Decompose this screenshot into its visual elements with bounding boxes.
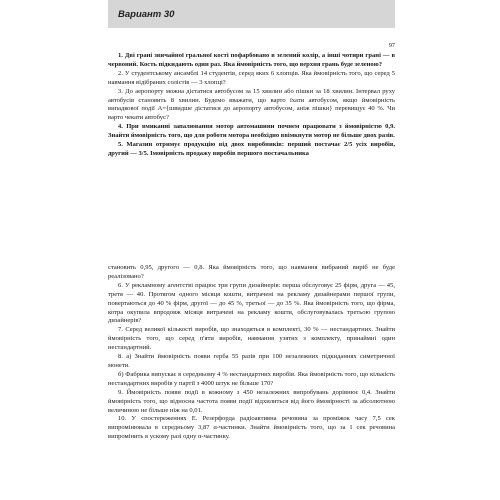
page-top xyxy=(108,42,395,159)
problem-7: 7. Серед великої кількості виробів, що знаходяться в комплекті, 30 % — нестандартних. Знайти ймовірність того, що серед п'яти виробів, навмання узятих з комплекту, принаймні один нестандартний. xyxy=(108,326,395,352)
variant-header-bar xyxy=(108,0,395,28)
problem-3: 3. До аеропорту можна дістатися автобусом за 15 хвилин або пішки за 18 хвилин. Інтервал руху автобусів становить 8 хвилин. Будемо вважати, що варто їхати автобусом, якщо ймовірність випадкової події A={швидше дістатися до аеропорту автобусом, аніж пішки} перевищує 40 %. Чи варто чекати автобус? xyxy=(108,87,395,122)
problem-6: 6. У рекламному агентстві працює три групи дизайнерів: перша обслуговує 25 фірм, друга — 45, третя — 40. Протягом одного місяця кошти, витрачені на рекламу дизайнерами першої групи, повертаються до 40 % фірм, другої — до 45 %, третьої — до 35 %. Яка ймовірність того, що фірма, котра окупила впродовж місяця витрачені на рекламу кошти, обслуговувалась третьою групою дизайнерів? xyxy=(108,281,395,325)
problem-10: 10. У спостереженнях Е. Резерфорда радіоактивна речовина за проміжок часу 7,5 сек випромінювала в середньому 3,87 α-частинки. Знайти ймовірність того, що за 1 сек речовина випромінить в ускому разі одну α-частинку. xyxy=(108,415,395,441)
problem-1: 1. Дві грані звичайної гральної кості пофарбовано в зелений колір, а інші чотири грані — в червоний. Кость підкидають один раз. Яка ймовірність того, що верхня грань буде зеленою? xyxy=(108,52,395,68)
variant-title: Вариант 30 xyxy=(118,8,175,20)
problem-2: 2. У студентському ансамблі 14 студентів, серед яких 6 хлопців. Яка ймовірність того, що серед 5 навмання відібраних солістів — 3 хлопці? xyxy=(108,69,395,86)
problem-8b: б) Фабрика випускає в середньому 4 % нестандартних виробів. Яка ймовірність того, що кількість нестандартних виробів у партії з 4000 штук не більше 170? xyxy=(108,370,395,387)
problem-4: 4. При вмиканні запалювання мотор автомашини почнем працювати з ймовірністю 0,9. Знайти ймовірність того, що для роботи мотора необхідно ввімкнути мотор не більше двох разів. xyxy=(108,123,395,140)
problem-5-continuation: становить 0,95, другого — 0,8. Яка ймовірність того, що навмання вибраний виріб не буде реалізовано? xyxy=(108,264,395,280)
problem-8a: 8. а) Знайти ймовірність появи герба 55 разів при 100 незалежних підкиданнях симетричної монети. xyxy=(108,353,395,369)
page-number: 97 xyxy=(388,42,395,49)
page-bottom xyxy=(108,264,395,442)
problem-5: 5. Магазин отримує продукцію від двох виробників: перший постачає 2/5 усіх виробів, другий — 3/5. Імовірність продажу виробів першого постачальника xyxy=(108,141,395,157)
problem-9: 9. Ймовірність появи події в кожному з 450 незалежних випробувань дорівнює 0,4. Знайти ймовірність того, що відносна частота появи події відхилиться від його ймовірності за абсолютною величиною не більше ніж на 0,01. xyxy=(108,388,395,414)
